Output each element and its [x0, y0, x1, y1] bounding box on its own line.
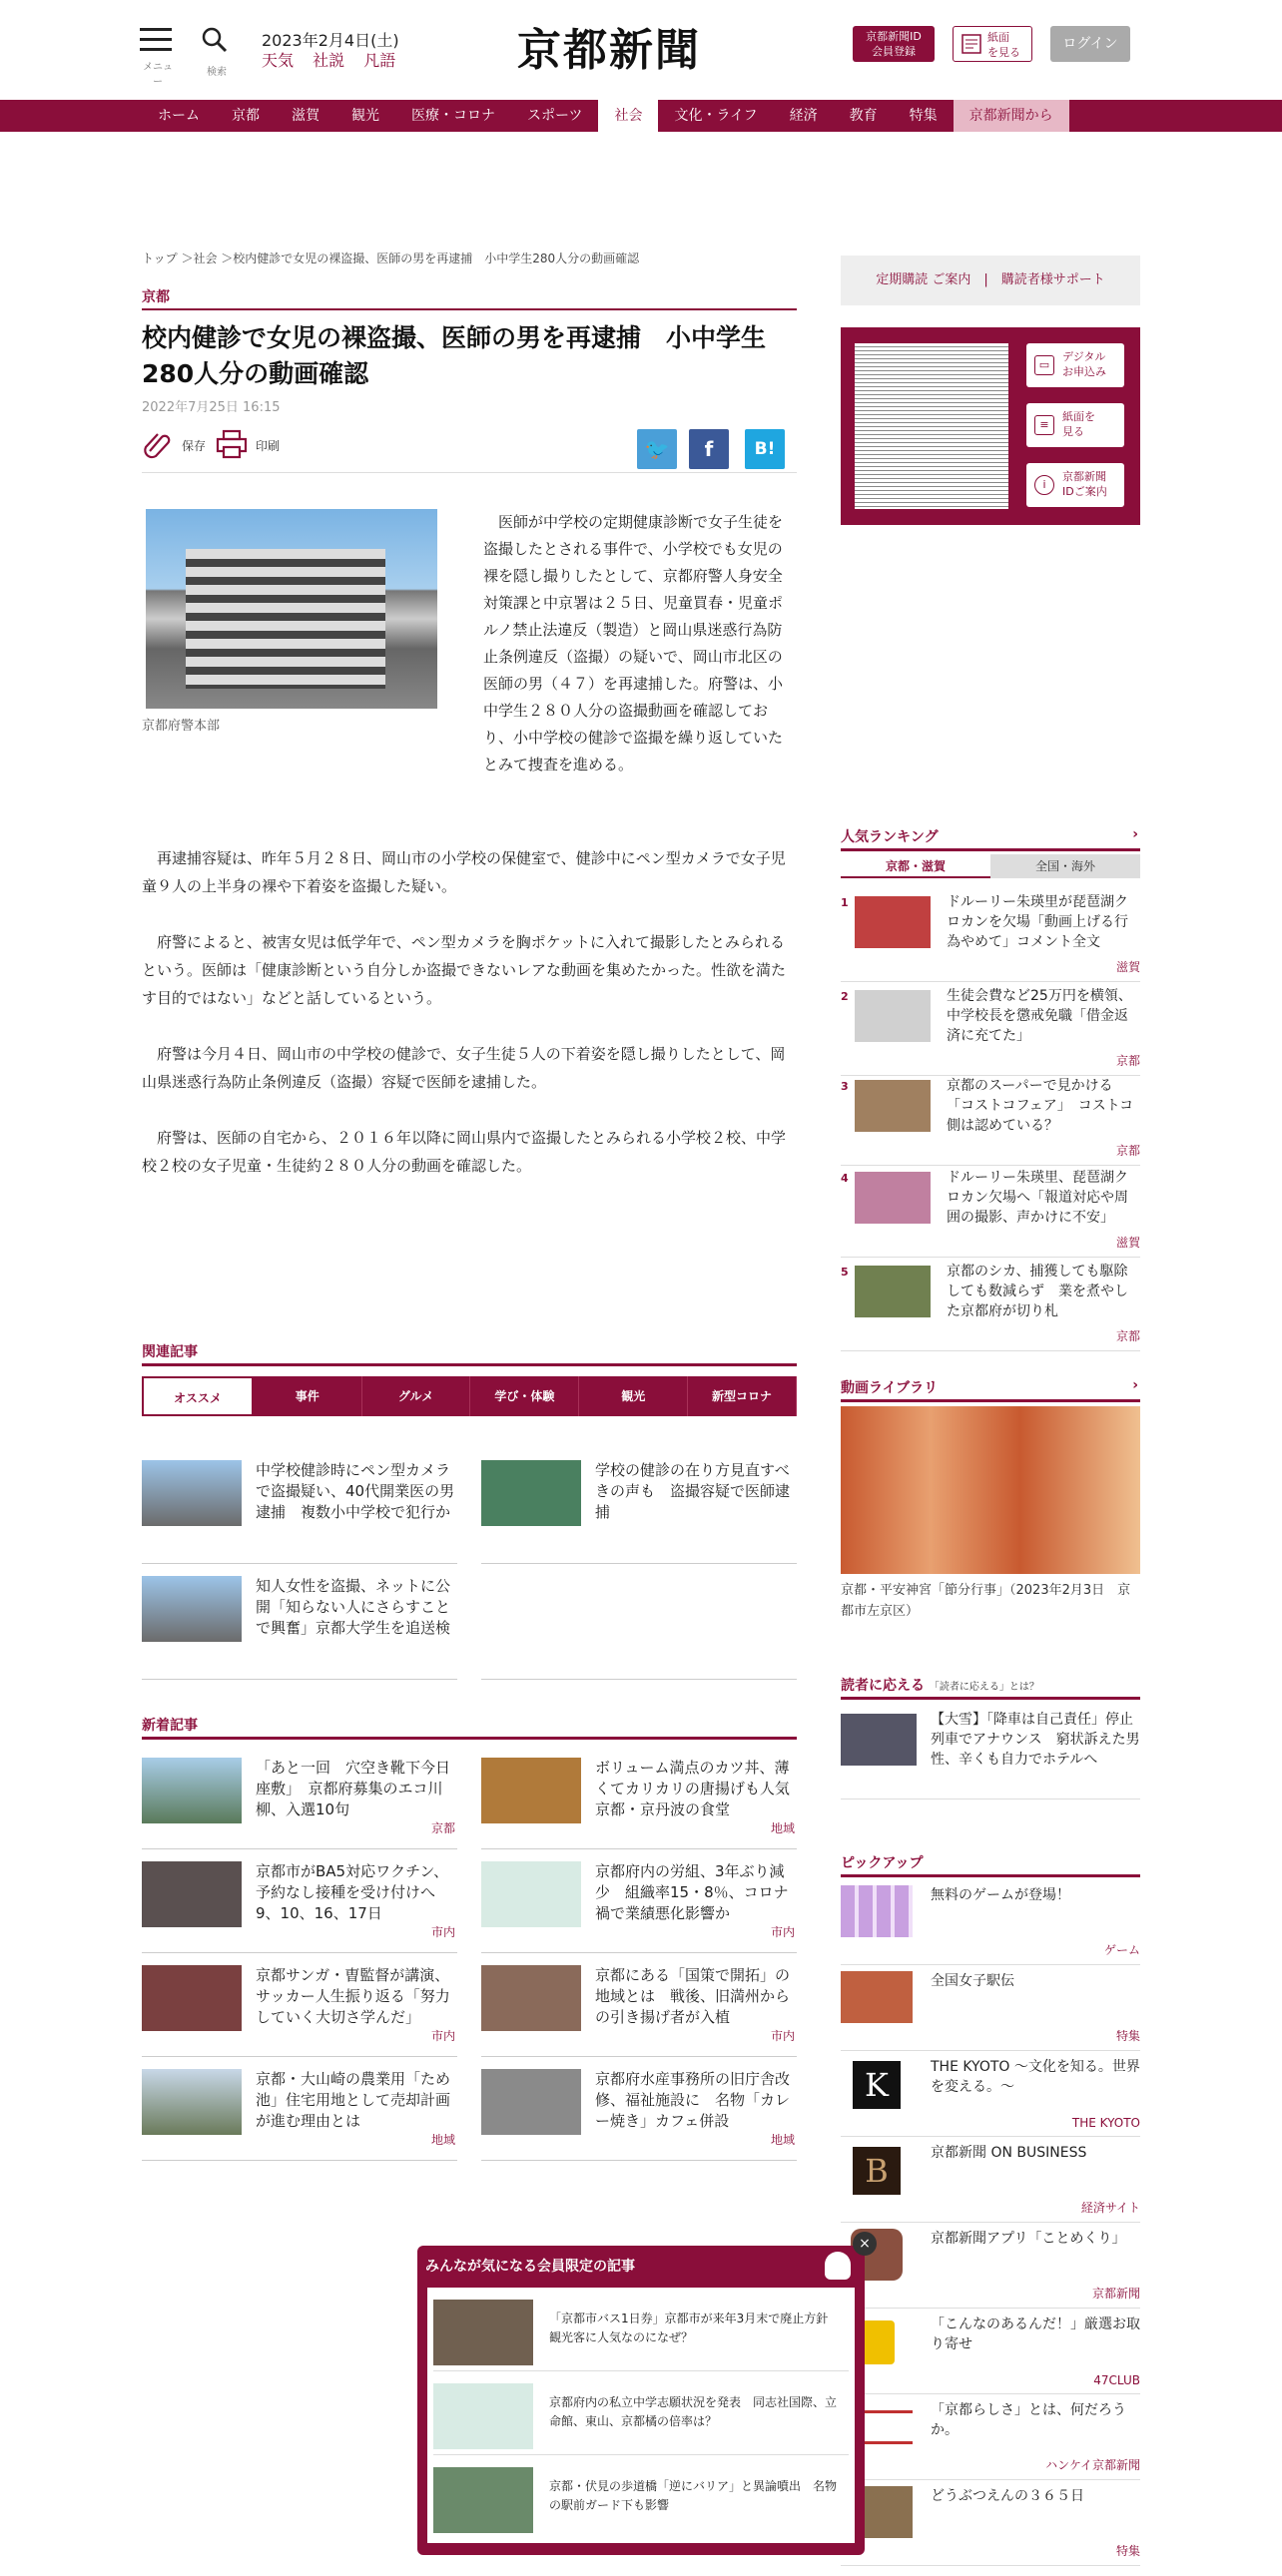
paragraph-text: 府警は、医師の自宅から、２０１６年以降に岡山県内で盗撮したとみられる小学校２校、中学校２校の女子児童・生徒約２８０人分の動画を確認した。 [142, 1129, 787, 1175]
pickup-title: 「京都らしさ」とは、何だろうか。 [931, 2402, 1126, 2438]
id-register-line1: 京都新聞ID [866, 30, 922, 43]
reader-answer-thumbnail [841, 1714, 917, 1766]
related-item[interactable] [142, 1576, 457, 1680]
info-icon: i [1034, 475, 1054, 495]
rank-thumbnail [855, 990, 931, 1042]
newest-title: 京都・大山崎の農業用「ため池」住宅用地として売却計画が進む理由とは [256, 2070, 451, 2130]
newest-thumbnail [142, 2069, 242, 2135]
article-lead [483, 509, 791, 778]
pickup-tag: 京都新聞 [1091, 2287, 1140, 2301]
video-section [841, 1377, 1140, 1622]
nav-kyoto[interactable]: 京都 [232, 108, 260, 124]
save-button[interactable]: 保存 [182, 439, 207, 453]
rank-number: 5 [841, 1266, 849, 1279]
popup-thumbnail [433, 2300, 533, 2365]
rank-thumbnail [855, 896, 931, 948]
ranking-tabs [841, 854, 1140, 878]
newest-thumbnail [481, 1861, 581, 1927]
newspaper-icon: ≡ [1034, 415, 1054, 435]
rank-title: ドルーリー朱瑛里が琵琶湖クロカンを欠場「動画上げる行為やめて」コメント全文 [947, 894, 1128, 950]
newest-title: 京都サンガ・曺監督が講演、サッカー人生振り返る「努力していく大切さ学んだ」 [256, 1966, 450, 2026]
site-logo[interactable]: 京都新聞 [517, 25, 701, 76]
newest-item[interactable] [481, 1965, 797, 2057]
ranking-item[interactable] [841, 986, 1140, 1076]
related-title: 学校の健診の在り方見直すべきの声も 盗撮容疑で医師逮捕 [595, 1461, 791, 1521]
id-register-line2: 会員登録 [872, 45, 916, 58]
on-business-logo: B [841, 2143, 913, 2195]
view-paper-side-line2: 見る [1062, 425, 1084, 438]
tab-learning[interactable]: 学び・体験 [470, 1376, 579, 1416]
view-paper-line2: を見る [987, 46, 1020, 59]
tab-incidents[interactable]: 事件 [254, 1376, 362, 1416]
ranking-item[interactable] [841, 1076, 1140, 1166]
related-item[interactable] [142, 1460, 457, 1564]
ranking-section [841, 826, 1140, 1343]
pickup-title: THE KYOTO ～文化を知る。世界を変える。～ [931, 2059, 1140, 2095]
pickup-item[interactable] [841, 2311, 1140, 2394]
pickup-title: 京都新聞アプリ「ことめくり」 [931, 2231, 1126, 2247]
ranking-item[interactable] [841, 1168, 1140, 1258]
reader-answer-section [841, 1675, 1140, 1800]
rank-number: 3 [841, 1080, 849, 1093]
pickup-title: 全国女子駅伝 [931, 1973, 1014, 1989]
ekiden-thumbnail [841, 1971, 913, 2023]
pickup-tag: 経済サイト [1080, 2201, 1140, 2215]
nav-sports[interactable]: スポーツ [527, 108, 583, 124]
newest-tag: 地域 [428, 2131, 455, 2148]
video-heading: 動画ライブラリ [841, 1380, 939, 1396]
pickup-item[interactable] [841, 2396, 1140, 2480]
rank-tag: 京都 [1113, 1327, 1140, 1344]
video-caption: 京都・平安神宮「節分行事」（2023年2月3日 京都市左京区） [841, 1583, 1131, 1619]
newest-title: 京都市がBA5対応ワクチン、予約なし接種を受け付けへ 9、10、16、17日 [256, 1862, 451, 1922]
popup-item[interactable] [433, 2292, 849, 2371]
digital-apply-line1: デジタル [1062, 350, 1106, 363]
reader-answer-heading: 読者に応える [841, 1678, 925, 1694]
digital-apply-line2: お申込み [1062, 365, 1106, 378]
editorial-link[interactable]: 社説 [313, 51, 345, 70]
nav-shiga[interactable]: 滋賀 [292, 108, 320, 124]
article-photo[interactable] [146, 509, 437, 709]
pickup-tag: 特集 [1115, 2029, 1140, 2043]
ranking-item[interactable] [841, 1262, 1140, 1351]
rank-title: 京都のスーパーで見かける「コストコフェア」 コストコ側は認めている？ [947, 1078, 1134, 1134]
pickup-item[interactable] [841, 2053, 1140, 2137]
related-thumbnail [481, 1460, 581, 1526]
pickup-item[interactable] [841, 2482, 1140, 2566]
newest-tag: 市内 [768, 1923, 795, 1940]
article-date: 2022年7月25日 16:15 [142, 400, 281, 415]
related-item-empty [481, 1576, 797, 1680]
hatena-bookmark-icon[interactable]: B! [745, 429, 785, 469]
view-paper-line1: 紙面 [987, 31, 1009, 44]
rank-title: ドルーリー朱瑛里、琵琶湖クロカン欠場へ「報道対応や周囲の撮影、声かけに不安」 [947, 1170, 1128, 1226]
popup-body [427, 2288, 855, 2543]
breadcrumb[interactable]: トップ ＞社会 ＞校内健診で女児の裸盗撮、医師の男を再逮捕 小中学生280人分の動画確認 [142, 252, 640, 265]
mascot-icon [825, 2252, 851, 2280]
newest-articles [142, 1715, 805, 2179]
related-grid [142, 1416, 797, 1676]
related-item[interactable] [481, 1460, 797, 1564]
header-date: 2023年2月4日(土) [262, 31, 399, 50]
popup-heading: みんなが気になる会員限定の記事 [425, 2259, 635, 2275]
article-title: 校内健診で女児の裸盗撮、医師の男を再逮捕 小中学生280人分の動画確認 [142, 323, 767, 388]
paper-box [841, 327, 1140, 525]
article-paragraph [142, 1040, 797, 1096]
chevron-right-icon[interactable]: › [1132, 826, 1138, 842]
menu-label: メニュー [143, 62, 173, 88]
search-label: 検索 [207, 67, 227, 78]
newest-tag: 市内 [768, 2027, 795, 2044]
newspaper-thumbnail[interactable] [855, 343, 1008, 509]
rank-tag: 京都 [1113, 1142, 1140, 1159]
popup-thumbnail [433, 2467, 533, 2533]
tab-national[interactable]: 全国・海外 [990, 854, 1140, 878]
pickup-heading: ピックアップ [841, 1852, 1140, 1877]
newest-title: 京都にある「国策で開拓」の地域とは 戦後、旧満州からの引き揚げ者が入植 [595, 1966, 791, 2026]
ranking-heading: 人気ランキング [841, 829, 939, 845]
phone-icon: ▭ [1034, 355, 1054, 375]
nav-culture[interactable]: 文化・ライフ [674, 108, 758, 124]
newest-thumbnail [481, 1758, 581, 1823]
rank-number: 2 [841, 990, 849, 1003]
ranking-item[interactable] [841, 892, 1140, 982]
popup-title: 京都・伏見の歩道橋「逆にバリア」と異論噴出 名物の駅前ガード下も影響 [549, 2479, 838, 2512]
tab-recommended[interactable]: オススメ [142, 1376, 254, 1416]
pickup-item[interactable] [841, 2225, 1140, 2309]
paragraph-text: 再逮捕容疑は、昨年５月２８日、岡山市の小学校の保健室で、健診中にペン型カメラで女子児童９人の上半身の裸や下着姿を盗撮した疑い。 [142, 849, 786, 895]
rank-title: 京都のシカ、捕獲しても駆除しても数減らず 業を煮やした京都府が切り札 [947, 1264, 1128, 1319]
nav-economy[interactable]: 経済 [789, 108, 818, 124]
related-thumbnail [142, 1460, 242, 1526]
newest-item[interactable] [481, 1861, 797, 1953]
rank-number: 4 [841, 1172, 849, 1185]
newspaper-icon [962, 34, 981, 54]
newest-thumbnail [481, 2069, 581, 2135]
subscribe-links[interactable]: 定期購読 ご案内 | 購読者様サポート [841, 256, 1140, 305]
video-thumbnail[interactable] [841, 1406, 1140, 1574]
nav-from-kyoto-np[interactable]: 京都新聞から [954, 100, 1069, 132]
newest-thumbnail [481, 1965, 581, 2031]
chevron-right-icon[interactable]: › [1132, 1377, 1138, 1393]
popup-title: 京都府内の私立中学志願状況を発表 同志社国際、立命館、東山、京都橘の倍率は？ [549, 2395, 838, 2428]
popup-item[interactable] [433, 2375, 849, 2455]
newest-item[interactable] [142, 1965, 457, 2057]
tab-gourmet[interactable]: グルメ [362, 1376, 471, 1416]
newest-item[interactable] [142, 2069, 457, 2161]
newest-item[interactable] [142, 1758, 457, 1849]
rank-number: 1 [841, 896, 849, 909]
newest-thumbnail [142, 1965, 242, 2031]
newest-tag: 地域 [768, 1819, 795, 1836]
related-heading: 関連記事 [142, 1341, 797, 1366]
header-links [262, 48, 409, 71]
rank-thumbnail [855, 1172, 931, 1224]
newest-title: 京都府内の労組、3年ぶり減少 組織率15・8％、コロナ禍で業績悪化影響か [595, 1862, 789, 1922]
article-paragraph [142, 928, 797, 1012]
nav-home[interactable]: ホーム [158, 108, 200, 124]
related-articles [142, 1341, 797, 1676]
view-paper-button[interactable] [953, 26, 1032, 62]
pickup-section [841, 1852, 1140, 2576]
pickup-item[interactable] [841, 1967, 1140, 2051]
article-main [142, 250, 797, 473]
pickup-title: 無料のゲームが登場！ [931, 1887, 1070, 1903]
tab-covid[interactable]: 新型コロナ [688, 1376, 797, 1416]
paragraph-text: 府警は今月４日、岡山市の中学校の健診で、女子生徒５人の下着姿を隠し撮りしたとして、岡山県迷惑行為防止条例違反（盗撮）容疑で医師を逮捕した。 [142, 1045, 786, 1091]
pickup-tag: ハンケイ京都新聞 [1045, 2458, 1140, 2472]
newest-tag: 地域 [768, 2131, 795, 2148]
reader-answer-title: 【大雪】「降車は自己責任」停止列車でアナウンス 窮状訴えた男性、辛くも自力でホテルへ [931, 1712, 1140, 1768]
id-register-button[interactable] [853, 26, 935, 62]
reader-answer-about-link[interactable]: 「読者に応える」とは？ [929, 1682, 1039, 1693]
related-title: 中学校健診時にペン型カメラで盗撮疑い、40代開業医の男逮捕 複数小中学校で犯行か [256, 1461, 455, 1521]
newest-heading: 新着記事 [142, 1715, 797, 1740]
reader-answer-item[interactable] [841, 1700, 1140, 1800]
newest-title: 「あと一回 穴空き靴下今日座敷」 京都府募集のエコ川柳、入選10句 [256, 1759, 451, 1818]
twitter-share-icon[interactable]: 🐦 [637, 429, 677, 469]
bongo-link[interactable]: 凡語 [363, 51, 396, 70]
newest-tag: 市内 [428, 1923, 455, 1940]
id-guide-line1: 京都新聞 [1062, 470, 1106, 483]
photo-caption: 京都府警本部 [142, 719, 221, 734]
paragraph-text: 府警によると、被害女児は低学年で、ペン型カメラを胸ポケットに入れて撮影したとみられるという。医師は「健康診断という自分しか盗撮できないレアな動画を集めたかった。性欲を満たす目的ではない」などと話しているという。 [142, 933, 787, 1007]
pickup-item[interactable] [841, 1881, 1140, 1965]
nav-medical[interactable]: 医療・コロナ [411, 108, 495, 124]
game-thumbnail [841, 1885, 913, 1937]
newest-grid [142, 1740, 805, 2179]
pickup-item[interactable] [841, 2139, 1140, 2223]
id-guide-button[interactable] [1026, 463, 1124, 507]
pickup-tag: ゲーム [1103, 1943, 1140, 1957]
nav-tourism[interactable]: 観光 [351, 108, 379, 124]
rank-thumbnail [855, 1266, 931, 1317]
rank-tag: 滋賀 [1113, 958, 1140, 975]
article-category[interactable]: 京都 [142, 286, 797, 310]
view-paper-side-line1: 紙面を [1062, 410, 1095, 423]
rank-title: 生徒会費など25万円を横領、中学校長を懲戒免職「借金返済に充てた」 [947, 988, 1132, 1044]
pickup-tag: 特集 [1115, 2544, 1140, 2558]
rank-thumbnail [855, 1080, 931, 1132]
pickup-title: 京都新聞 ON BUSINESS [931, 2145, 1087, 2161]
pickup-tag: THE KYOTO [1071, 2116, 1140, 2130]
clip-icon[interactable] [142, 429, 172, 459]
tab-kyoto-shiga[interactable]: 京都・滋賀 [841, 854, 990, 878]
newest-item[interactable] [142, 1861, 457, 1953]
pickup-tag: 47CLUB [1093, 2373, 1140, 2387]
main-nav [0, 100, 1282, 132]
pickup-title: 「こんなのあるんだ！」厳選お取り寄せ [931, 2317, 1140, 2352]
the-kyoto-logo: K [841, 2057, 913, 2109]
lead-text: 医師が中学校の定期健康診断で女子生徒を盗撮したとされる事件で、小学校でも女児の裸を隠し撮りしたとして、京都府警人身安全対策課と中京署は２５日、児童買春・児童ポルノ禁止法違反（製造）と岡山県迷惑行為防止条例違反（盗撮）の疑いで、岡山市北区の医師の男（４７）を再逮捕した。府警は、小中学生２８０人分の盗撮動画を確認しており、小中学校の健診で盗撮を繰り返していたとみて捜査を進める。 [483, 513, 784, 773]
print-icon[interactable] [216, 429, 248, 459]
close-icon[interactable]: × [853, 2232, 877, 2256]
member-articles-popup [417, 2246, 865, 2555]
newest-title: ボリューム満点のカツ丼、薄くてカリカリの唐揚げも人気 京都・京丹波の食堂 [595, 1759, 805, 1818]
popup-title: 「京都市バス1日券」京都市が来年3月末で廃止方針 観光客に人気なのになぜ？ [549, 2312, 841, 2344]
facebook-share-icon[interactable]: f [689, 429, 729, 469]
newest-tag: 京都 [428, 1819, 455, 1836]
article-paragraph [142, 1124, 797, 1180]
search-icon[interactable] [200, 25, 234, 78]
popup-thumbnail [433, 2383, 533, 2449]
rank-tag: 京都 [1113, 1052, 1140, 1069]
newest-tag: 市内 [428, 2027, 455, 2044]
rank-tag: 滋賀 [1113, 1234, 1140, 1251]
newest-thumbnail [142, 1758, 242, 1823]
nav-society[interactable]: 社会 [598, 100, 658, 132]
related-thumbnail [142, 1576, 242, 1642]
newest-title: 京都府水産事務所の旧庁舎改修、福祉施設に 名物「カレー焼き」カフェ併設 [595, 2070, 791, 2130]
id-guide-line2: IDご案内 [1062, 485, 1107, 498]
newest-item[interactable] [481, 2069, 797, 2161]
site-header [0, 0, 1282, 100]
related-tabs [142, 1376, 797, 1416]
newest-item[interactable] [481, 1758, 805, 1849]
nav-features[interactable]: 特集 [909, 108, 938, 124]
tab-tourism[interactable]: 観光 [579, 1376, 688, 1416]
login-button[interactable]: ログイン [1050, 26, 1130, 62]
print-button[interactable]: 印刷 [256, 439, 281, 453]
digital-apply-button[interactable] [1026, 343, 1124, 387]
weather-link[interactable]: 天気 [262, 51, 295, 70]
popup-item[interactable] [433, 2459, 849, 2539]
article-tools [142, 415, 797, 473]
related-title: 知人女性を盗撮、ネットに公開「知らない人にさらすことで興奮」京都大学生を追送検 [256, 1577, 451, 1637]
menu-icon[interactable] [140, 28, 174, 88]
nav-education[interactable]: 教育 [849, 108, 878, 124]
view-paper-side-button[interactable] [1026, 403, 1124, 447]
article-paragraph [142, 844, 797, 900]
pickup-title: どうぶつえんの３６５日 [931, 2488, 1084, 2504]
newest-thumbnail [142, 1861, 242, 1927]
